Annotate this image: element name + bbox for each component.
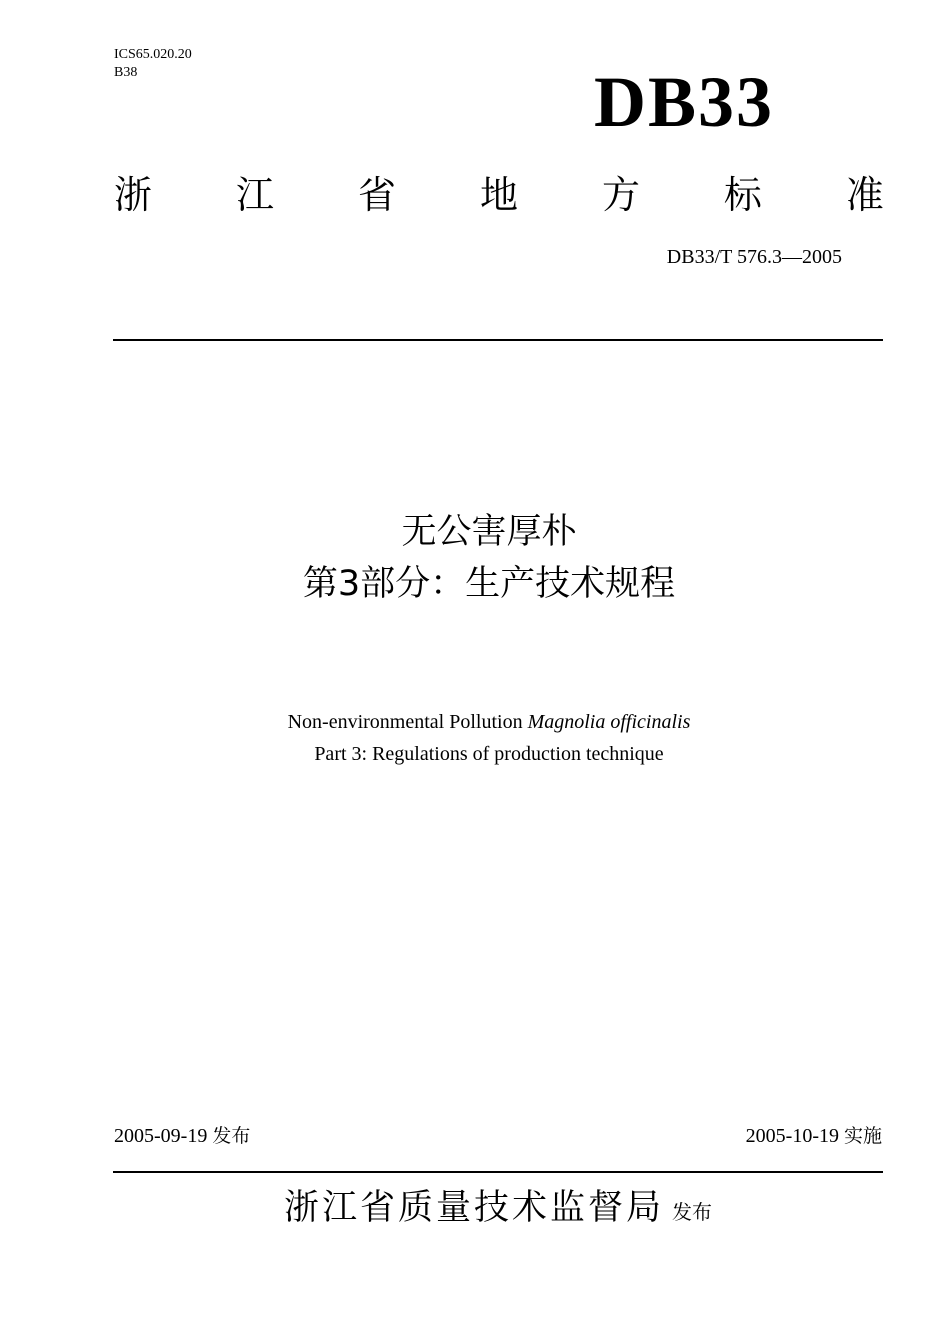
english-title-species: Magnolia officinalis [527, 711, 691, 733]
standard-type-char: 省 [357, 173, 396, 217]
header-divider [113, 339, 883, 341]
chinese-title-line2: 第3部分：生产技术规程 [302, 564, 676, 604]
implementation-date [746, 1121, 882, 1148]
chinese-title [0, 506, 950, 610]
standard-number: DB33/T 576.3—2005 [666, 246, 842, 268]
classification-codes [114, 46, 192, 82]
implementation-date-label: 实施 [843, 1125, 882, 1147]
ics-code: ICS65.020.20 [114, 47, 192, 62]
ccs-code: B38 [114, 65, 138, 80]
standard-type-char: 浙 [114, 173, 153, 217]
standard-type-char: 地 [479, 173, 518, 217]
issuing-organization: 浙江省质量技术监督局 [283, 1188, 664, 1228]
english-title-line2: Part 3: Regulations of production technique [314, 743, 664, 765]
english-title-line1 [0, 706, 950, 738]
standard-type-char: 准 [845, 173, 884, 217]
standard-type-char: 方 [601, 173, 640, 217]
standard-type-char: 江 [235, 173, 274, 217]
footer-divider [113, 1171, 883, 1173]
standard-type-heading [114, 170, 884, 220]
standard-type-char: 标 [723, 173, 762, 217]
standard-code-logo: DB33 [594, 62, 775, 142]
issuing-label: 发布 [672, 1200, 712, 1224]
english-title [0, 706, 950, 770]
issue-date [114, 1121, 250, 1148]
issuing-authority [0, 1182, 950, 1234]
implementation-date-value: 2005-10-19 [745, 1125, 839, 1147]
issue-date-label: 发布 [212, 1125, 251, 1147]
english-title-prefix: Non-environmental Pollution [287, 711, 528, 733]
issue-date-value: 2005-09-19 [114, 1125, 208, 1147]
chinese-title-line1: 无公害厚朴 [401, 512, 577, 552]
